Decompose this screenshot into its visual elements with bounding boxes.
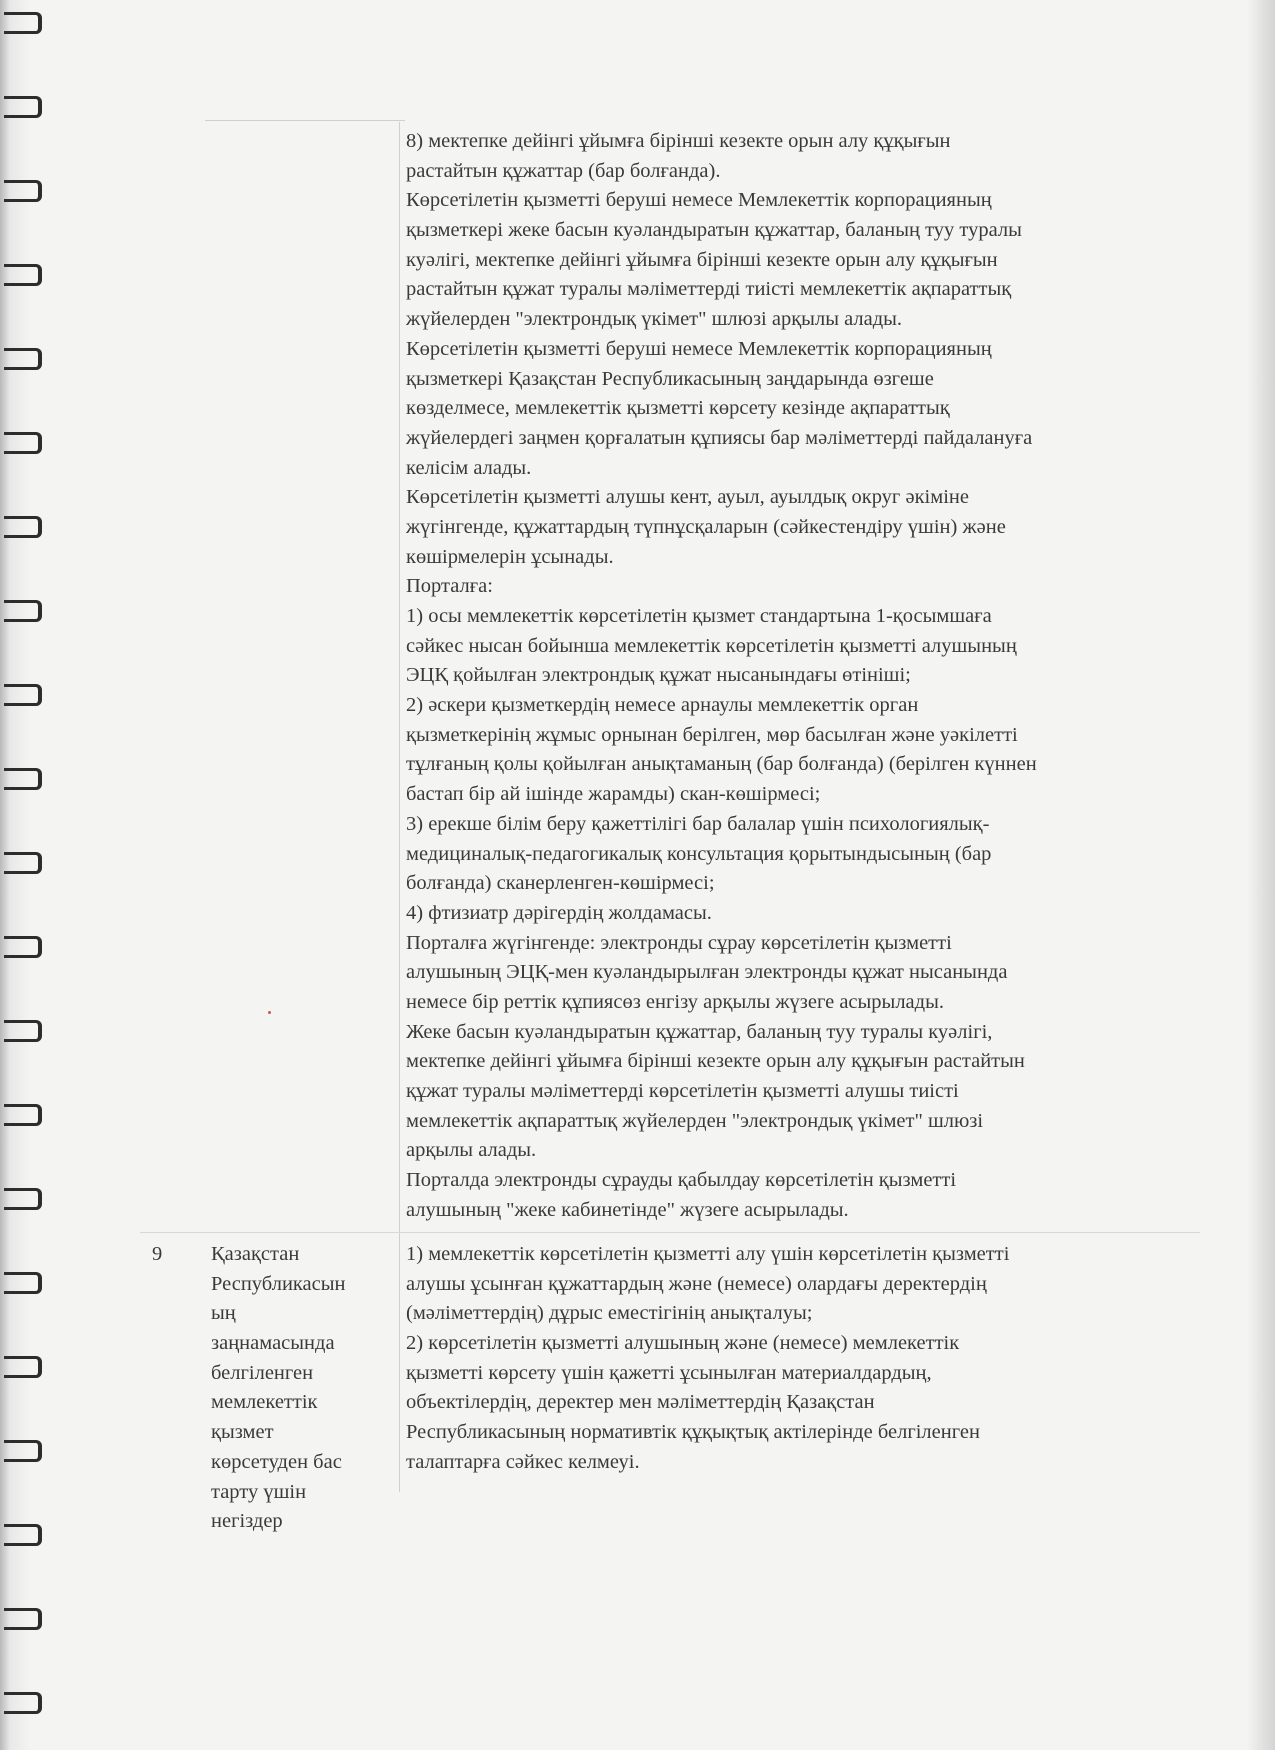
text-line: 1) мемлекеттік көрсетілетін қызметті алу үшін көрсетілетін қызметті	[406, 1243, 1010, 1265]
binding-hole	[4, 936, 42, 958]
binding-hole	[4, 432, 42, 454]
text-line: келісім алады.	[406, 456, 532, 479]
binding-hole	[4, 348, 42, 370]
binding-hole	[4, 264, 42, 286]
text-line: сәйкес нысан бойынша мемлекеттік көрсетілетін қызметті алушының	[406, 634, 1017, 657]
text-line: болғанда) сканерленген-көшірмесі;	[406, 872, 715, 895]
column-divider	[399, 122, 400, 1492]
binding-hole	[4, 180, 42, 202]
binding-hole	[4, 1104, 42, 1126]
text-line: жүгінгенде, құжаттардың түпнұсқаларын (сәйкестендіру үшін) және	[406, 515, 1006, 538]
spiral-binding	[0, 0, 48, 1750]
text-line: растайтын құжаттар (бар болғанда).	[406, 159, 721, 182]
continuation-cell	[406, 127, 1206, 1225]
text-line: негіздер	[211, 1510, 283, 1533]
text-line: немесе бір реттік құпиясөз енгізу арқылы жүзеге асырылады.	[406, 990, 944, 1013]
text-line: ың	[211, 1302, 236, 1325]
binding-hole	[4, 684, 42, 706]
text-line: Порталға жүгінгенде: электронды сұрау көрсетілетін қызметті	[406, 931, 952, 954]
text-line: қызметкерінің жұмыс орнынан берілген, мөр басылған және уәкілетті	[406, 723, 1018, 746]
text-line: алушы ұсынған құжаттардың және (немесе) олардағы деректердің	[406, 1272, 987, 1295]
text-line: көзделмесе, мемлекеттік қызметті көрсету кезінде ақпараттық	[406, 397, 950, 420]
text-line: Порталда электронды сұрауды қабылдау көрсетілетін қызметті	[406, 1169, 957, 1192]
text-line: Порталға:	[406, 575, 493, 598]
text-line: көшірмелерін ұсынады.	[406, 545, 614, 568]
text-line: 3) ерекше білім беру қажеттілігі бар балалар үшін психологиялық-	[406, 812, 990, 835]
binding-hole	[4, 768, 42, 790]
text-line: көрсетуден бас	[211, 1450, 342, 1473]
ink-speck	[268, 1011, 271, 1014]
text-line: бастап бір ай ішінде жарамды) скан-көшірмесі;	[406, 783, 821, 806]
text-line: медициналық-педагогикалық консультация қорытындысының (бар	[406, 842, 992, 865]
text-line: қызметті көрсету үшін қажетті ұсынылған материалдардың,	[406, 1361, 932, 1384]
text-line: жүйелердегі заңмен қорғалатын құпиясы бар мәліметтерді пайдалануға	[406, 426, 1033, 449]
binding-hole	[4, 1440, 42, 1462]
binding-hole	[4, 96, 42, 118]
text-line: Қазақстан	[211, 1243, 300, 1265]
row-value-cell	[406, 1240, 1206, 1478]
text-line: 2) әскери қызметкердің немесе арнаулы мемлекеттік орган	[406, 694, 919, 717]
binding-hole	[4, 1188, 42, 1210]
text-line: белгіленген	[211, 1361, 314, 1384]
text-line: заңнамасында	[211, 1332, 335, 1355]
binding-hole	[4, 1020, 42, 1042]
text-line: жүйелерден "электрондық үкімет" шлюзі арқылы алады.	[406, 308, 903, 331]
row-number: 9	[152, 1243, 163, 1265]
text-line: куәлігі, мектепке дейінгі ұйымға бірінші кезекте орын алу құқығын	[406, 248, 998, 271]
binding-hole	[4, 1356, 42, 1378]
text-line: 8) мектепке дейінгі ұйымға бірінші кезекте орын алу құқығын	[406, 130, 951, 152]
text-line: қызметкері жеке басын куәландыратын құжаттар, баланың туу туралы	[406, 219, 1022, 242]
text-line: Көрсетілетін қызметті алушы кент, ауыл, ауылдық округ әкіміне	[406, 486, 969, 509]
binding-hole	[4, 600, 42, 622]
text-line: 4) фтизиатр дәрігердің жолдамасы.	[406, 901, 712, 924]
text-line: 1) осы мемлекеттік көрсетілетін қызмет стандартына 1-қосымшаға	[406, 605, 992, 627]
text-line: алушының ЭЦҚ-мен куәландырылған электронды құжат нысанында	[406, 961, 1008, 984]
text-line: Республикасын	[211, 1272, 346, 1295]
binding-hole	[4, 1608, 42, 1630]
row-divider	[140, 1232, 1200, 1233]
text-line: алушының "жеке кабинетінде" жүзеге асырылады.	[406, 1198, 849, 1221]
text-line: Республикасының нормативтік құқықтық актілерінде белгіленген	[406, 1421, 980, 1444]
binding-hole	[4, 1272, 42, 1294]
text-line: мемлекеттік	[211, 1391, 318, 1414]
text-line: талаптарға сәйкес келмеуі.	[406, 1450, 640, 1473]
text-line: объектілердің, деректер мен мәліметтердің Қазақстан	[406, 1391, 875, 1414]
row-name-cell	[211, 1240, 396, 1537]
text-line: арқылы алады.	[406, 1139, 537, 1162]
text-line: 2) көрсетілетін қызметті алушының және (немесе) мемлекеттік	[406, 1332, 960, 1355]
text-line: мектепке дейінгі ұйымға бірінші кезекте орын алу құқығын растайтын	[406, 1050, 1025, 1073]
text-line: тұлғаның қолы қойылған анықтаманың (бар болғанда) (берілген күннен	[406, 753, 1037, 776]
text-line: қызметкері Қазақстан Республикасының заңдарында өзгеше	[406, 367, 934, 390]
text-line: Көрсетілетін қызметті беруші немесе Мемлекеттік корпорацияның	[406, 189, 992, 212]
text-line: Көрсетілетін қызметті беруші немесе Мемлекеттік корпорацияның	[406, 337, 992, 360]
binding-hole	[4, 852, 42, 874]
text-line: Жеке басын куәландыратын құжаттар, баланың туу туралы куәлігі,	[406, 1020, 993, 1043]
text-line: ЭЦҚ қойылған электрондық құжат нысанындағы өтініші;	[406, 664, 911, 687]
binding-hole	[4, 1692, 42, 1714]
binding-hole	[4, 12, 42, 34]
table-rule	[205, 120, 405, 121]
text-line: растайтын құжат туралы мәліметтерді тиісті мемлекеттік ақпараттық	[406, 278, 1012, 301]
text-line: мемлекеттік ақпараттық жүйелерден "электрондық үкімет" шлюзі	[406, 1109, 984, 1132]
binding-hole	[4, 516, 42, 538]
text-line: құжат туралы мәліметтерді көрсетілетін қызметті алушы тиісті	[406, 1080, 959, 1102]
text-line: тарту үшін	[211, 1480, 307, 1503]
scan-edge	[1247, 0, 1275, 1750]
binding-hole	[4, 1524, 42, 1546]
text-line: қызмет	[211, 1421, 274, 1444]
text-line: (мәліметтердің) дұрыс еместігінің анықталуы;	[406, 1302, 813, 1325]
